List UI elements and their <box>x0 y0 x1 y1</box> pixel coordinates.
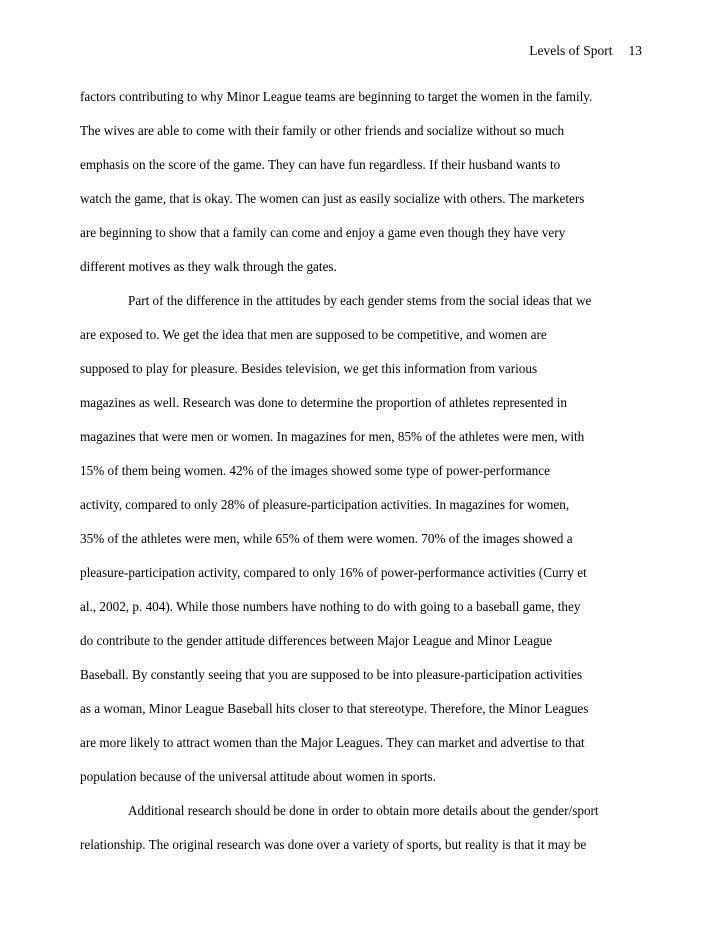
text-line: Additional research should be done in order to obtain more details about the gender/sport <box>128 803 599 818</box>
text-line: relationship. The original research was done over a variety of sports, but reality is that it may be <box>80 837 587 852</box>
text-line: are exposed to. We get the idea that men are supposed to be competitive, and women are <box>80 327 547 342</box>
body-text <box>80 89 648 871</box>
text-line: al., 2002, p. 404). While those numbers have nothing to do with going to a baseball game, they <box>80 599 581 614</box>
text-line: activity, compared to only 28% of pleasure-participation activities. In magazines for women, <box>80 497 570 512</box>
running-title: Levels of Sport <box>529 43 613 58</box>
text-line: magazines that were men or women. In magazines for men, 85% of the athletes were men, with <box>80 429 585 444</box>
text-line: factors contributing to why Minor League teams are beginning to target the women in the family. <box>80 89 593 104</box>
text-line: are more likely to attract women than the Major Leagues. They can market and advertise to that <box>80 735 585 750</box>
text-line: watch the game, that is okay. The women can just as easily socialize with others. The marketers <box>80 191 585 206</box>
running-head <box>529 43 642 59</box>
text-line: pleasure-participation activity, compared to only 16% of power-performance activities (Curry et <box>80 565 587 580</box>
text-line: emphasis on the score of the game. They can have fun regardless. If their husband wants to <box>80 157 561 172</box>
text-line: different motives as they walk through the gates. <box>80 259 337 274</box>
text-line: magazines as well. Research was done to determine the proportion of athletes represented in <box>80 395 568 410</box>
text-line: supposed to play for pleasure. Besides television, we get this information from various <box>80 361 538 376</box>
text-line: Baseball. By constantly seeing that you are supposed to be into pleasure-participation activities <box>80 667 583 682</box>
text-line: population because of the universal attitude about women in sports. <box>80 769 436 784</box>
text-line: Part of the difference in the attitudes by each gender stems from the social ideas that we <box>128 293 592 308</box>
page-number: 13 <box>628 43 642 58</box>
text-line: do contribute to the gender attitude differences between Major League and Minor League <box>80 633 553 648</box>
text-line: 35% of the athletes were men, while 65% of them were women. 70% of the images showed a <box>80 531 573 546</box>
text-line: The wives are able to come with their family or other friends and socialize without so much <box>80 123 565 138</box>
text-line: are beginning to show that a family can come and enjoy a game even though they have very <box>80 225 566 240</box>
text-line: 15% of them being women. 42% of the images showed some type of power-performance <box>80 463 550 478</box>
text-line: as a woman, Minor League Baseball hits closer to that stereotype. Therefore, the Minor Leagues <box>80 701 589 716</box>
